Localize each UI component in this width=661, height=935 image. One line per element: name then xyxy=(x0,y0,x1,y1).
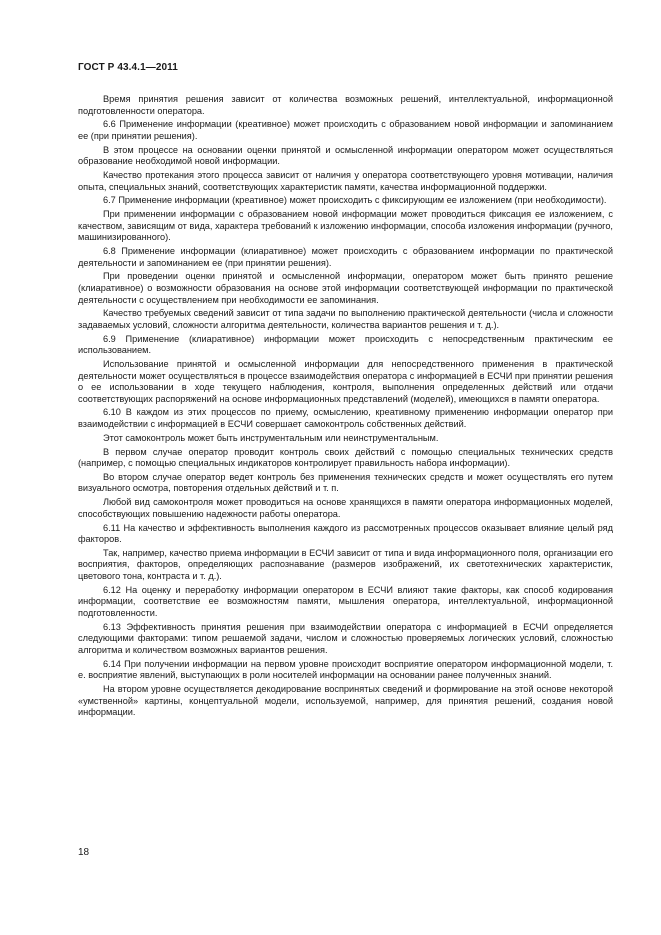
paragraph: Качество требуемых сведений зависит от типа задачи по выполнению практической деятельности (числа и сложности задаваемых условий, сложности алгоритма деятельности, количества вариантов решения и т. д.). xyxy=(78,308,613,330)
paragraph: Любой вид самоконтроля может проводиться на основе хранящихся в памяти оператора информационных моделей, способствующих повышению надежности работы оператора. xyxy=(78,497,613,519)
paragraph: В этом процессе на основании оценки принятой и осмысленной информации оператором может осуществляться образование необходимой новой информации. xyxy=(78,144,613,167)
paragraph: 6.14 При получении информации на первом уровне происходит восприятие оператором информационной модели, т. е. восприятие явлений, выступающих в роли носителей информации на основании ранее полученных знаний. xyxy=(78,658,613,681)
document-body xyxy=(78,94,613,721)
paragraph: Во втором случае оператор ведет контроль без применения технических средств и может осуществлять его путем визуального осмотра, повторения отдельных действий и т. п. xyxy=(78,471,613,494)
paragraph: Качество протекания этого процесса зависит от наличия у оператора соответствующего уровня мотивации, наличия опыта, специальных знаний, соответствующих характеристик памяти, качества информационной поддержки. xyxy=(78,170,613,192)
page-number: 18 xyxy=(78,847,90,858)
paragraph: 6.11 На качество и эффективность выполнения каждого из рассмотренных процессов оказывает влияние целый ряд факторов. xyxy=(78,522,613,545)
paragraph: Этот самоконтроль может быть инструментальным или неинструментальным. xyxy=(103,432,439,443)
paragraph: 6.13 Эффективность принятия решения при взаимодействии оператора с информацией в ЕСЧИ определяется следующими факторами: типом решаемой задачи, числом и сложностью проверяемых логических условий, сложностью алгоритма и количеством возможных вариантов решения. xyxy=(78,621,613,655)
paragraph: При проведении оценки принятой и осмысленной информации, оператором может быть принято решение (клиаративное) о возможности образования на основе этой информации соответствующей информации по практической деятельности с осуществлением при необходимости ее запоминания. xyxy=(78,271,613,305)
document-header: ГОСТ Р 43.4.1—2011 xyxy=(78,62,178,73)
paragraph: Использование принятой и осмысленной информации для непосредственного применения в практической деятельности может осуществляться в процессе взаимодействия оператора с информацией в ЕСЧИ при принятии решения о ее использовании в ходе текущего наблюдения, контроля, выполнения определенных действий или отдачи соответствующих распоряжений на основе информационных представлений (моделей), имеющихся в памяти оператора. xyxy=(78,358,613,404)
paragraph: Так, например, качество приема информации в ЕСЧИ зависит от типа и вида информационного поля, организации его восприятия, факторов, определяющих распознавание (размеров изображений, их светотехнических характеристик, цветового тона, контраста и т. д.). xyxy=(78,547,613,582)
paragraph: 6.6 Применение информации (креативное) может происходить с образованием новой информации и запоминанием ее (при принятии решения). xyxy=(78,119,613,141)
paragraph: 6.10 В каждом из этих процессов по приему, осмыслению, креативному применению информации оператор при взаимодействии с информацией в ЕСЧИ совершает самоконтроль собственных действий. xyxy=(78,407,613,429)
paragraph: 6.7 Применение информации (креативное) может происходить с фиксирующим ее изложением (при необходимости). xyxy=(103,195,607,206)
paragraph: 6.9 Применение (клиаративное) информации может происходить с непосредственным практическим ее использованием. xyxy=(78,333,613,356)
paragraph: 6.8 Применение информации (клиаративное) может происходить с образованием информации по практической деятельности и запоминанием ее (при принятии решения). xyxy=(78,246,613,268)
paragraph: На втором уровне осуществляется декодирование воспринятых сведений и формирование на этой основе некоторой «умственной» картины, концептуальной модели, используемой, например, для принятия решений, создания новой информации. xyxy=(78,683,613,718)
paragraph: Время принятия решения зависит от количества возможных решений, интеллектуальной, информационной подготовленности оператора. xyxy=(78,94,613,116)
paragraph: В первом случае оператор проводит контроль своих действий с помощью специальных технических средств (например, с помощью специальных индикаторов контролирует правильность набора информации). xyxy=(78,446,613,469)
paragraph: При применении информации с образованием новой информации может проводиться фиксация ее изложением, с качеством, зависящим от вида, характера требований к изложению информации, способа изложения информации (ручного, машинизированного). xyxy=(78,209,613,243)
paragraph: 6.12 На оценку и переработку информации оператором в ЕСЧИ влияют такие факторы, как способ кодирования информации, соответствие ее возможностям памяти, мышления оператора, интеллектуальной, информационной подготовленности. xyxy=(78,584,613,618)
